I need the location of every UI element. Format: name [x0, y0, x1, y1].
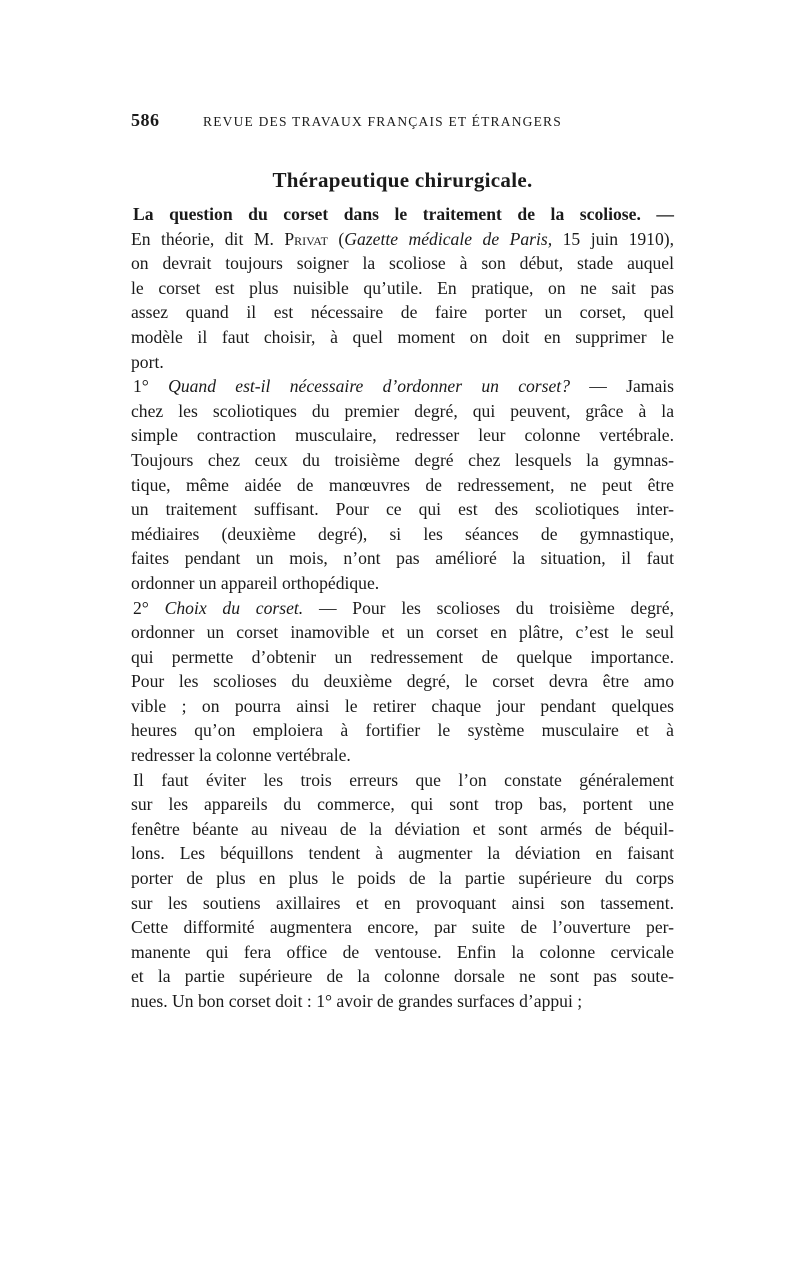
- text-run: manente qui fera office de ventouse. Enfin la colonne cervicale: [131, 941, 674, 962]
- text-line: [131, 645, 674, 670]
- text-run: sur les appareils du commerce, qui sont trop bas, portent une: [131, 794, 674, 815]
- paragraph: [131, 596, 674, 768]
- text-line: [131, 276, 674, 301]
- text-line: [131, 202, 674, 227]
- body-text: [131, 202, 674, 1014]
- text-run: (: [327, 228, 345, 249]
- text-run: modèle il faut choisir, à quel moment on doit en supprimer le: [131, 326, 674, 347]
- text-line: [131, 940, 674, 965]
- text-run: Privat: [284, 228, 328, 249]
- text-line: [131, 891, 674, 916]
- text-run: Pour les scolioses du deuxième degré, le corset devra être amo: [131, 671, 674, 692]
- text-run: nues. Un bon corset doit : 1° avoir de grandes surfaces d’appui ;: [131, 991, 583, 1011]
- running-head: [131, 110, 674, 140]
- text-line: [131, 718, 674, 743]
- text-line: [131, 817, 674, 842]
- text-run: assez quand il est nécessaire de faire porter un corset, quel: [131, 302, 674, 323]
- text-line: [131, 841, 674, 866]
- paragraph: [131, 768, 674, 1014]
- text-run: qui permette d’obtenir un redressement de quelque importance.: [131, 646, 674, 667]
- book-page: [131, 110, 674, 1014]
- text-run: fenêtre béante au niveau de la déviation et sont armés de béquil-: [131, 818, 674, 839]
- text-line: [131, 227, 674, 252]
- text-run: on devrait toujours soigner la scoliose à son début, stade auquel: [131, 253, 674, 274]
- text-run: porter de plus en plus le poids de la partie supérieure du corps: [131, 868, 674, 889]
- text-run: heures qu’on emploiera à fortifier le système musculaire et à: [131, 720, 674, 741]
- text-line: [131, 374, 674, 399]
- journal-title: REVUE DES TRAVAUX FRANÇAIS ET ÉTRANGERS: [203, 114, 562, 129]
- text-line: [131, 768, 674, 793]
- text-run: sur les soutiens axillaires et en provoquant ainsi son tassement.: [131, 892, 674, 913]
- text-run: La question du corset dans le traitement de la scoliose. —: [133, 204, 674, 224]
- page-number: 586: [131, 110, 160, 130]
- text-line: [131, 596, 674, 621]
- text-line: [131, 694, 674, 719]
- text-run: — Pour les scolioses du troisième degré,: [303, 597, 674, 618]
- text-run: Il faut éviter les trois erreurs que l’on constate généralement: [133, 769, 674, 790]
- text-line: [131, 473, 674, 498]
- text-run: chez les scoliotiques du premier degré, qui peuvent, grâce à la: [131, 400, 674, 421]
- text-run: et la partie supérieure de la colonne dorsale ne sont pas soute-: [131, 966, 674, 987]
- text-run: — Jamais: [570, 376, 675, 397]
- text-line: [131, 350, 674, 375]
- text-line: [131, 964, 674, 989]
- text-line: [131, 251, 674, 276]
- text-run: Toujours chez ceux du troisième degré chez lesquels la gymnas-: [131, 449, 674, 470]
- text-run: lons. Les béquillons tendent à augmenter la déviation en faisant: [131, 843, 674, 864]
- text-run: port.: [131, 351, 164, 372]
- text-run: Quand est-il nécessaire d’ordonner un corset?: [168, 376, 570, 397]
- text-line: [131, 669, 674, 694]
- paragraph: [131, 374, 674, 595]
- text-run: Choix du corset.: [164, 597, 304, 618]
- text-run: le corset est plus nuisible qu’utile. En pratique, on ne sait pas: [131, 277, 674, 298]
- text-run: 1°: [133, 376, 169, 397]
- text-run: 2°: [133, 597, 165, 618]
- text-line: [131, 448, 674, 473]
- text-line: [131, 300, 674, 325]
- text-run: médiaires (deuxième degré), si les séances de gymnastique,: [131, 523, 674, 544]
- text-run: Gazette médicale de Paris,: [344, 228, 553, 249]
- text-line: [131, 325, 674, 350]
- text-line: [131, 620, 674, 645]
- section-title: Thérapeutique chirurgicale.: [272, 168, 533, 192]
- text-run: un traitement suffisant. Pour ce qui est des scoliotiques inter-: [131, 499, 674, 520]
- text-run: Cette difformité augmentera encore, par suite de l’ouverture per-: [131, 917, 674, 938]
- text-run: simple contraction musculaire, redresser leur colonne vertébrale.: [131, 425, 674, 446]
- text-run: ordonner un corset inamovible et un corset en plâtre, c’est le seul: [131, 622, 674, 643]
- text-run: faites pendant un mois, n’ont pas amélioré la situation, il faut: [131, 548, 674, 569]
- text-run: En théorie, dit M.: [131, 228, 285, 249]
- text-run: 15 juin 1910),: [552, 228, 675, 249]
- text-run: ordonner un appareil orthopédique.: [131, 572, 380, 593]
- paragraph: [131, 202, 674, 374]
- text-line: [131, 571, 674, 596]
- text-line: [131, 522, 674, 547]
- text-line: [131, 423, 674, 448]
- text-line: [131, 743, 674, 768]
- text-run: tique, même aidée de manœuvres de redressement, ne peut être: [131, 474, 674, 495]
- text-line: [131, 866, 674, 891]
- text-run: vible ; on pourra ainsi le retirer chaque jour pendant quelques: [131, 695, 674, 716]
- text-line: [131, 792, 674, 817]
- text-line: [131, 989, 674, 1014]
- text-run: redresser la colonne vertébrale.: [131, 745, 351, 766]
- text-line: [131, 546, 674, 571]
- text-line: [131, 497, 674, 522]
- text-line: [131, 399, 674, 424]
- text-line: [131, 915, 674, 940]
